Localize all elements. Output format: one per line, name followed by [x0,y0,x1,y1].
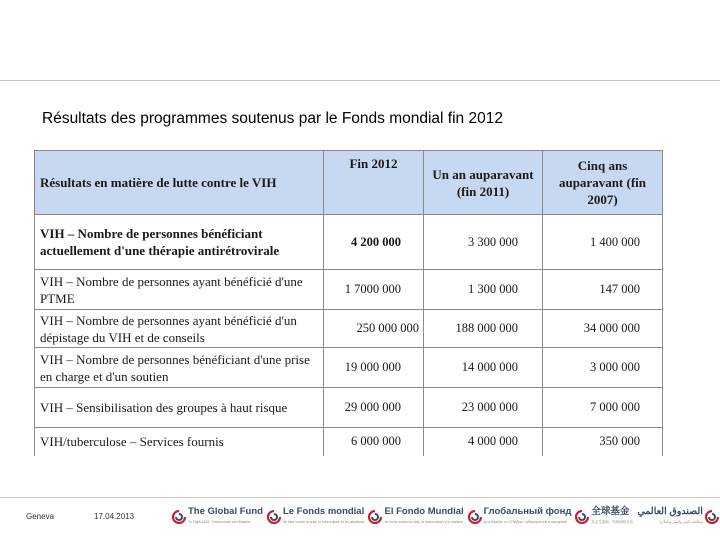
table-header-row [35,151,663,215]
logo-name: 全球基金 [591,506,630,517]
logo-name: Глобальный фонд [483,506,572,517]
logo-name: The Global Fund [188,506,263,517]
row-value-2007: 7 000 000 [543,388,663,428]
logo-sub: de lutte contre le sida, la tuberculose et le paludisme [282,520,365,524]
row-value-2007: 147 000 [543,270,663,310]
logo-sub: To Fight AIDS, Tuberculosis and Malaria [188,520,251,524]
row-value-2007: 3 000 000 [543,348,663,388]
global-fund-mark-icon [172,510,186,524]
top-divider [0,80,720,81]
header-fin-2007: Cinq ans auparavant (fin 2007) [543,151,663,215]
row-value-2011: 4 000 000 [424,428,543,456]
row-label: VIH – Sensibilisation des groupes à haut risque [35,388,324,428]
logo-global-fund-zh [575,507,633,527]
logo-global-fund-en [172,507,263,527]
logo-sub: لمكافحة الإيدز والسل والملاريا [659,520,703,524]
logo-sub: для борьбы со СПИДом, туберкулезом и малярией [483,520,568,524]
footer-logos [172,503,703,531]
table-row [35,428,663,456]
logo-sub: de lucha contra el sida, la tuberculosis y la malaria [384,520,463,524]
header-fin-2011: Un an auparavant (fin 2011) [424,151,543,215]
footer-divider [0,497,720,498]
row-value-2012: 6 000 000 [324,428,424,456]
footer-city: Geneva [26,512,55,521]
row-value-2012: 250 000 000 [324,310,424,348]
logo-global-fund-ru [468,507,572,527]
global-fund-mark-icon [368,510,382,524]
global-fund-mark-icon [267,510,281,524]
table-row [35,215,663,270]
row-label: VIH – Nombre de personnes ayant bénéficié d'un dépistage du VIH et de conseils [35,310,324,348]
logo-sub: 抗击艾滋病、结核病和疟疾 [591,520,634,524]
row-value-2011: 14 000 000 [424,348,543,388]
table-row [35,388,663,428]
table-row [35,348,663,388]
row-value-2011: 3 300 000 [424,215,543,270]
row-value-2011: 23 000 000 [424,388,543,428]
results-table [34,150,663,456]
row-value-2011: 1 300 000 [424,270,543,310]
footer-date: 17.04.2013 [94,512,135,521]
logo-global-fund-ar [637,507,719,527]
logo-global-fund-fr [267,507,365,527]
table-row [35,310,663,348]
header-results: Résultats en matière de lutte contre le VIH [35,151,324,215]
row-value-2012: 4 200 000 [324,215,424,270]
logo-name: Le Fonds mondial [282,506,365,517]
row-value-2011: 188 000 000 [424,310,543,348]
logo-global-fund-es [368,507,463,527]
table-row [35,270,663,310]
row-label: VIH/tuberculose – Services fournis [35,428,324,456]
row-value-2007: 350 000 [543,428,663,456]
row-label: VIH – Nombre de personnes bénéficiant actuellement d'une thérapie antirétrovirale [35,215,324,270]
logo-name: El Fondo Mundial [384,506,464,517]
logo-name: الصندوق العالمي [637,506,703,517]
row-value-2007: 1 400 000 [543,215,663,270]
row-label: VIH – Nombre de personnes bénéficiant d'une prise en charge et d'un soutien [35,348,324,388]
row-value-2012: 1 7000 000 [324,270,424,310]
row-value-2012: 19 000 000 [324,348,424,388]
row-label: VIH – Nombre de personnes ayant bénéficié d'une PTME [35,270,324,310]
row-value-2007: 34 000 000 [543,310,663,348]
global-fund-mark-icon [468,510,482,524]
global-fund-mark-icon [705,510,719,524]
row-value-2012: 29 000 000 [324,388,424,428]
header-fin-2012: Fin 2012 [324,151,424,215]
slide-title: Résultats des programmes soutenus par le Fonds mondial fin 2012 [42,110,503,127]
global-fund-mark-icon [575,510,589,524]
